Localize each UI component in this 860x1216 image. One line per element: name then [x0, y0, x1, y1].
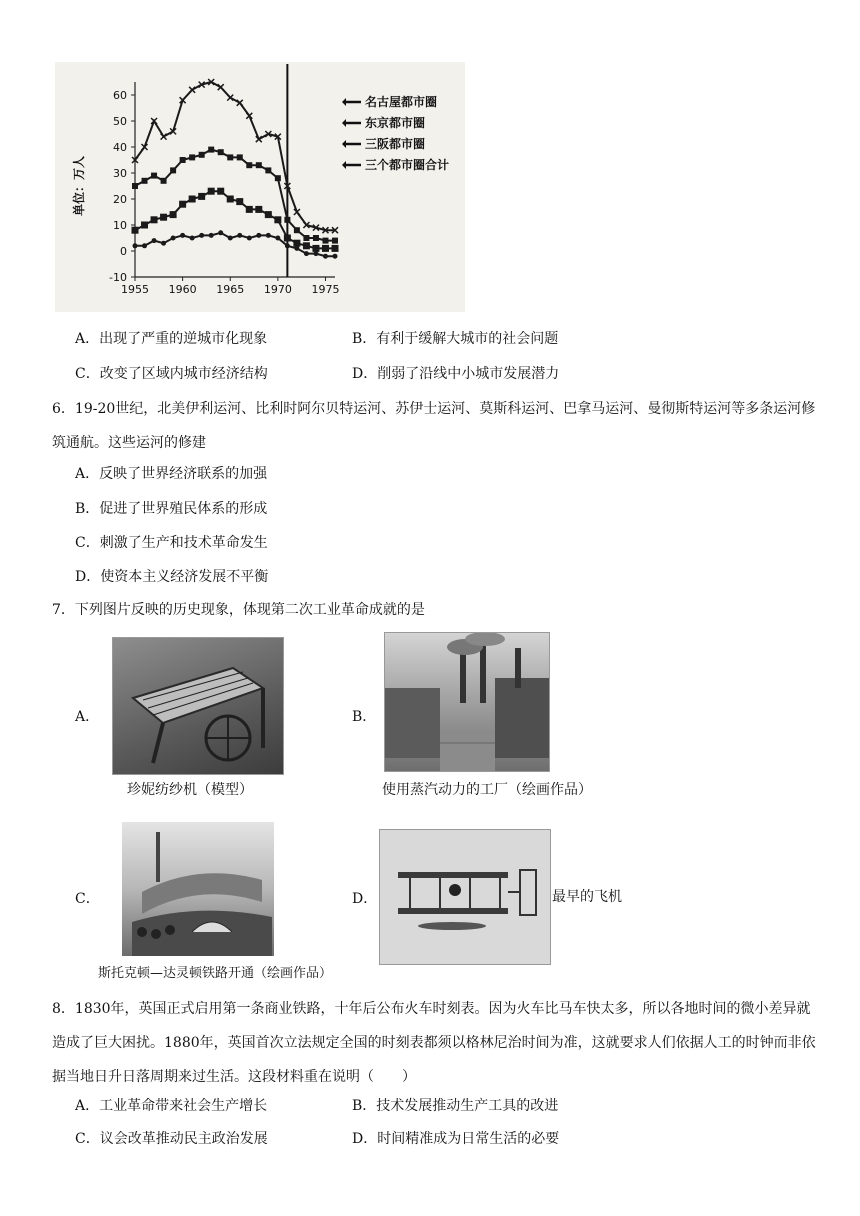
data-point — [293, 240, 300, 247]
data-point — [189, 87, 195, 93]
early-airplane-drawing — [380, 830, 550, 964]
railway-opening-image — [122, 822, 274, 956]
data-point — [333, 254, 338, 259]
data-point — [217, 188, 224, 195]
q7-caption-d: 最早的飞机 — [552, 889, 622, 905]
data-point — [227, 95, 233, 101]
data-point — [132, 183, 138, 189]
y-axis-label: 单位：万人 — [72, 155, 86, 217]
data-point — [322, 238, 328, 244]
q5-option-a[interactable]: A．出现了严重的逆城市化现象 — [75, 331, 268, 347]
data-point — [323, 254, 328, 259]
data-point — [284, 217, 290, 223]
data-point — [322, 245, 329, 252]
q7-option-d-label[interactable]: D． — [352, 891, 378, 907]
q5-option-d[interactable]: D．削弱了沿线中小城市发展潜力 — [352, 366, 560, 382]
legend-arrow — [342, 98, 346, 106]
data-point — [180, 157, 186, 163]
legend-label: 三个都市圈合计 — [365, 158, 450, 172]
data-point — [313, 235, 319, 241]
data-point — [227, 154, 233, 160]
data-point — [218, 230, 223, 235]
data-point — [170, 211, 177, 218]
legend-arrow — [342, 140, 346, 148]
steam-factory-image — [384, 632, 550, 772]
data-point — [265, 167, 271, 173]
spinning-jenny-image — [112, 637, 284, 775]
q8-stem: 8．1830年，英国正式启用第一条商业铁路，十年后公布火车时刻表。因为火车比马车快太多，所以各地时间的微小差异就造成了巨大困扰。1880年，英国首次立法规定全国的时刻表都须以格林尼治时间为准，这就要求人们依据人工的时钟而非依据当地日升日落周期来过生活。这段材料重在说明（ ） — [52, 1001, 816, 1085]
data-point — [247, 236, 252, 241]
data-point — [132, 227, 139, 234]
data-point — [189, 196, 196, 203]
q6-option-c[interactable]: C．刺激了生产和技术革命发生 — [75, 535, 268, 551]
q6-option-d[interactable]: D．使资本主义经济发展不平衡 — [75, 569, 269, 585]
data-point — [209, 233, 214, 238]
railway-opening-drawing — [122, 822, 274, 956]
y-tick-label: 20 — [113, 193, 127, 206]
legend-label: 东京都市圈 — [365, 116, 426, 130]
q6-option-b[interactable]: B．促进了世界殖民体系的形成 — [75, 501, 268, 517]
series-line — [135, 82, 335, 230]
x-tick-label: 1960 — [168, 283, 197, 296]
data-point — [171, 236, 176, 241]
q7-option-b-label[interactable]: B． — [352, 709, 377, 725]
x-tick-label: 1970 — [263, 283, 292, 296]
data-point — [228, 236, 233, 241]
steam-factory-drawing — [385, 633, 549, 771]
data-point — [161, 241, 166, 246]
data-point — [179, 201, 186, 208]
data-point — [332, 238, 338, 244]
q7-caption-b: 使用蒸汽动力的工厂（绘画作品） — [382, 782, 592, 798]
data-point — [237, 233, 242, 238]
q6-stem: 6．19-20世纪，北美伊利运河、比利时阿尔贝特运河、苏伊士运河、莫斯科运河、巴拿马运河、曼彻斯特运河等多条运河修筑通航。这些运河的修建 — [52, 401, 816, 451]
q7-option-a-label[interactable]: A． — [75, 709, 100, 725]
data-point — [285, 243, 290, 248]
legend-label: 名古屋都市圈 — [365, 95, 438, 109]
data-point — [208, 188, 215, 195]
data-point — [304, 251, 309, 256]
data-point — [237, 154, 243, 160]
data-point — [294, 227, 300, 233]
data-point — [256, 162, 262, 168]
data-point — [303, 235, 309, 241]
q8-option-c[interactable]: C．议会改革推动民主政治发展 — [75, 1131, 268, 1147]
q8-option-a[interactable]: A．工业革命带来社会生产增长 — [75, 1098, 268, 1114]
data-point — [199, 233, 204, 238]
data-point — [274, 216, 281, 223]
q7-caption-c: 斯托克顿—达灵顿铁路开通（绘画作品） — [98, 966, 333, 981]
y-tick-label: 10 — [113, 219, 127, 232]
legend-arrow — [342, 161, 346, 169]
data-point — [152, 238, 157, 243]
data-point — [189, 154, 195, 160]
x-tick-label: 1955 — [121, 283, 149, 296]
data-point — [237, 100, 243, 106]
q5-option-c[interactable]: C．改变了区域内城市经济结构 — [75, 366, 268, 382]
data-point — [265, 211, 272, 218]
y-tick-label: 0 — [120, 245, 127, 258]
data-point — [218, 84, 224, 90]
q6-option-a[interactable]: A．反映了世界经济联系的加强 — [75, 466, 268, 482]
q8-option-b[interactable]: B．技术发展推动生产工具的改进 — [352, 1098, 559, 1114]
data-point — [151, 216, 158, 223]
data-point — [246, 162, 252, 168]
x-tick-label: 1965 — [216, 283, 245, 296]
data-point — [303, 242, 310, 249]
data-point — [199, 152, 205, 158]
data-point — [161, 178, 167, 184]
data-point — [246, 206, 253, 213]
data-point — [312, 245, 319, 252]
data-point — [255, 206, 262, 213]
y-tick-label: 60 — [113, 89, 127, 102]
data-point — [161, 134, 167, 140]
y-tick-label: -10 — [109, 271, 127, 284]
legend-arrow — [342, 119, 346, 127]
q7-stem: 7．下列图片反映的历史现象，体现第二次工业革命成就的是 — [52, 602, 425, 618]
data-point — [266, 233, 271, 238]
early-airplane-image — [379, 829, 551, 965]
data-point — [332, 245, 339, 252]
data-point — [133, 243, 138, 248]
data-point — [142, 178, 148, 184]
legend-label: 三阪都市圈 — [365, 137, 426, 151]
data-point — [160, 214, 167, 221]
y-tick-label: 50 — [113, 115, 127, 128]
data-point — [198, 193, 205, 200]
data-point — [190, 236, 195, 241]
population-line-chart — [55, 62, 465, 312]
data-point — [170, 167, 176, 173]
data-point — [180, 233, 185, 238]
data-point — [256, 233, 261, 238]
data-point — [142, 243, 147, 248]
y-tick-label: 30 — [113, 167, 127, 180]
data-point — [151, 173, 157, 179]
data-point — [218, 149, 224, 155]
data-point — [208, 147, 214, 153]
q8-option-d[interactable]: D．时间精准成为日常生活的必要 — [352, 1131, 560, 1147]
q7-option-c-label[interactable]: C． — [75, 891, 100, 907]
spinning-jenny-drawing — [113, 638, 283, 774]
data-point — [275, 175, 281, 181]
data-point — [236, 198, 243, 205]
data-point — [284, 235, 291, 242]
data-point — [141, 222, 148, 229]
population-chart — [55, 62, 465, 312]
y-tick-label: 40 — [113, 141, 127, 154]
data-point — [227, 196, 234, 203]
x-tick-label: 1975 — [311, 283, 340, 296]
data-point — [275, 236, 280, 241]
q5-option-b[interactable]: B．有利于缓解大城市的社会问题 — [352, 331, 559, 347]
q7-caption-a: 珍妮纺纱机（模型） — [127, 782, 253, 798]
